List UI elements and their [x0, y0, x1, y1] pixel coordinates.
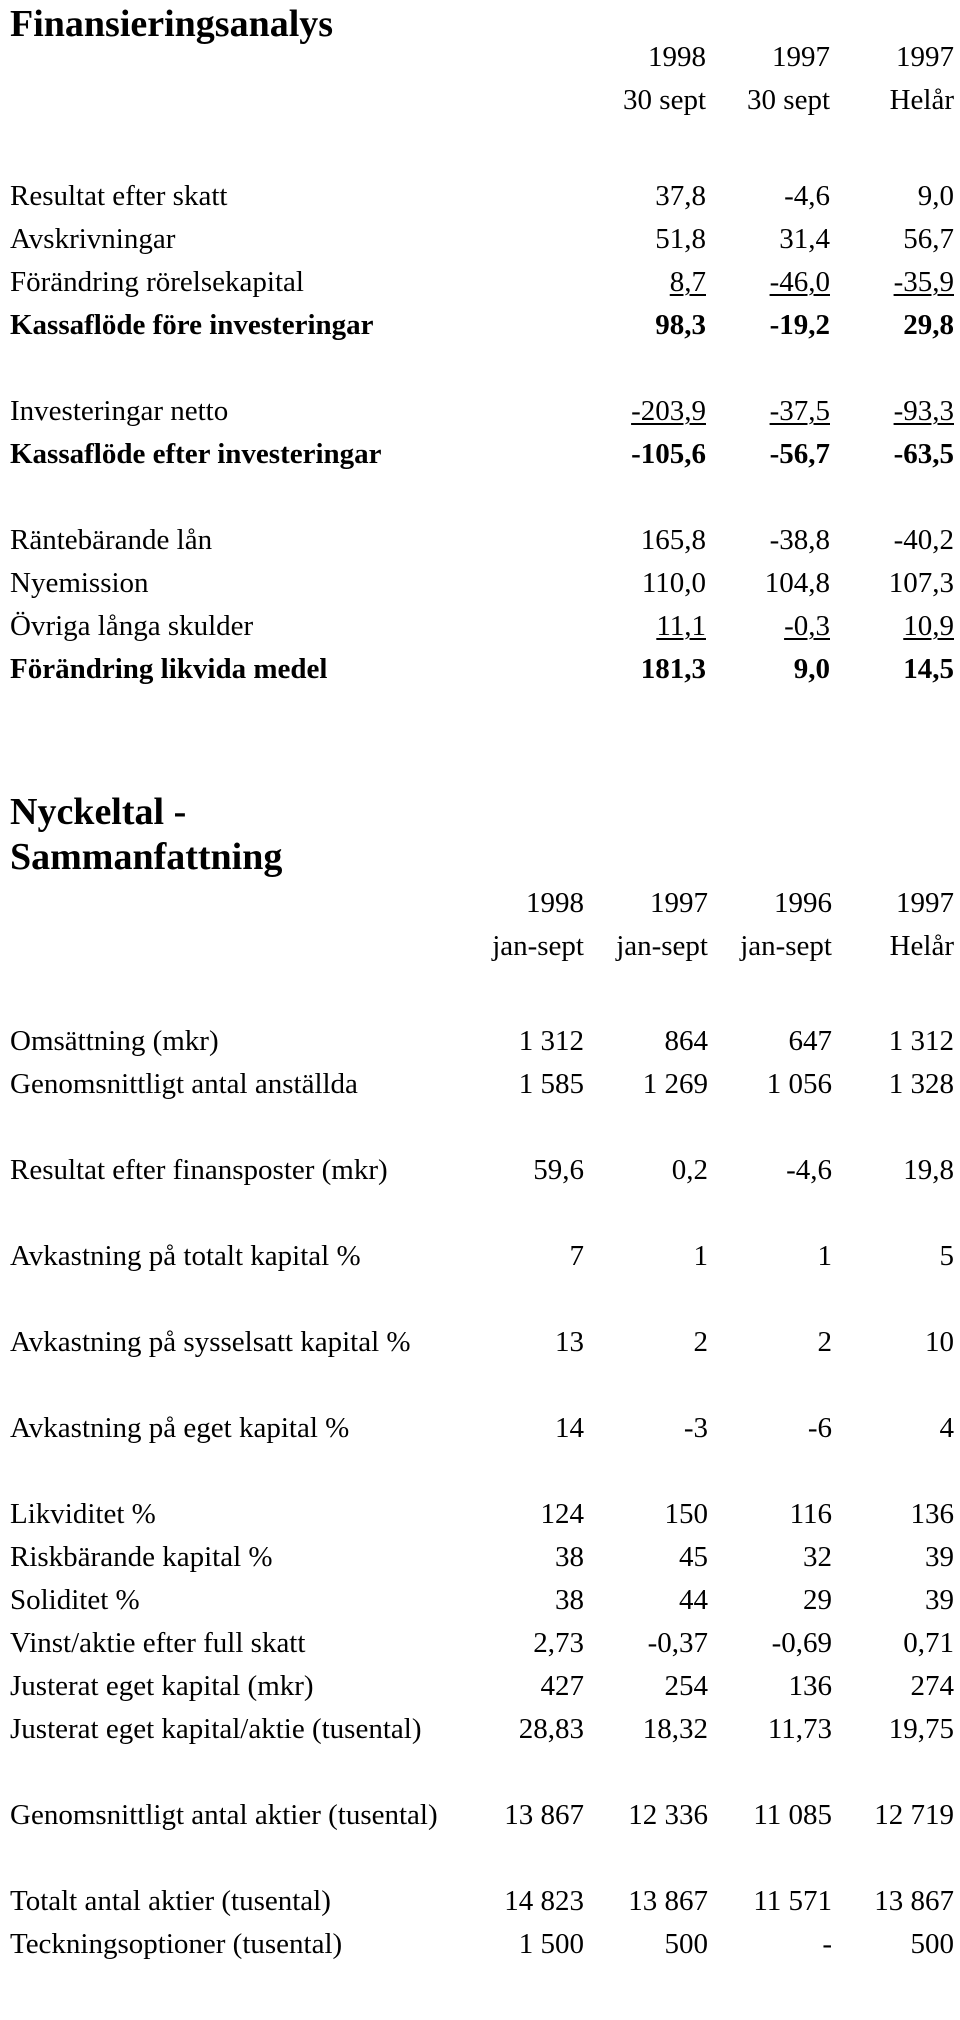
row-value: -203,9: [631, 395, 706, 427]
row-value: 136: [910, 1498, 954, 1530]
row-value: 0,71: [903, 1627, 954, 1659]
row-value: 45: [679, 1541, 708, 1573]
row-value: 29: [803, 1584, 832, 1616]
row-value: -38,8: [769, 524, 830, 556]
table-row: [0, 261, 960, 304]
row-label: Resultat efter skatt: [10, 180, 228, 212]
row-value: 136: [788, 1670, 832, 1702]
table-row: [0, 1407, 960, 1493]
keyfigures-title: Nyckeltal - Sammanfattning: [10, 791, 283, 878]
row-value: 10,9: [903, 610, 954, 642]
row-value: -63,5: [893, 438, 954, 470]
row-label: Genomsnittligt antal anställda: [10, 1068, 358, 1100]
row-value: 19,75: [888, 1713, 954, 1745]
row-label: Avskrivningar: [10, 223, 176, 255]
table-row: [0, 1579, 960, 1622]
row-value: 31,4: [779, 223, 830, 255]
keyfigures-col-2-year: 1996: [774, 887, 832, 919]
keyfigures-col-0-period: jan-sept: [492, 930, 584, 962]
row-value: 11 085: [753, 1799, 832, 1831]
row-value: 59,6: [533, 1154, 584, 1186]
row-value: 427: [540, 1670, 584, 1702]
row-value: 1: [693, 1240, 708, 1272]
financing-col-0-year: 1998: [648, 41, 706, 73]
row-value: -56,7: [769, 438, 830, 470]
financing-title: Finansieringsanalys: [10, 3, 334, 45]
row-label: Justerat eget kapital (mkr): [10, 1670, 314, 1702]
row-value: 110,0: [641, 567, 706, 599]
row-label: Avkastning på eget kapital %: [10, 1412, 350, 1444]
row-value: 13 867: [874, 1885, 954, 1917]
table-row: [0, 1063, 960, 1149]
row-value: 2,73: [533, 1627, 584, 1659]
row-value: 18,32: [642, 1713, 708, 1745]
row-label: Omsättning (mkr): [10, 1025, 219, 1057]
row-value: 51,8: [655, 223, 706, 255]
row-value: 107,3: [888, 567, 954, 599]
table-row: [0, 1020, 960, 1063]
row-value: 39: [925, 1584, 954, 1616]
table-row: [0, 1708, 960, 1794]
row-label: Förändring rörelsekapital: [10, 266, 304, 298]
row-label: Nyemission: [10, 567, 149, 599]
table-row: [0, 175, 960, 218]
row-value: 44: [679, 1584, 708, 1616]
row-value: 12 719: [874, 1799, 954, 1831]
row-value: 9,0: [917, 180, 954, 212]
row-value: 1 328: [888, 1068, 954, 1100]
keyfigures-col-0-year: 1998: [526, 887, 584, 919]
row-value: 2: [693, 1326, 708, 1358]
table-row: [0, 1794, 960, 1880]
row-value: 165,8: [640, 524, 706, 556]
row-value: 10: [925, 1326, 954, 1358]
row-value: 7: [569, 1240, 584, 1272]
row-value: 11,73: [767, 1713, 832, 1745]
row-value: -3: [683, 1412, 708, 1444]
row-value: 0,2: [671, 1154, 708, 1186]
row-label: Totalt antal aktier (tusental): [10, 1885, 331, 1917]
table-row: [0, 304, 960, 390]
row-value: -0,37: [647, 1627, 708, 1659]
row-value: 39: [925, 1541, 954, 1573]
row-value: 14 823: [504, 1885, 584, 1917]
table-row: [0, 1536, 960, 1579]
table-row: [0, 1622, 960, 1665]
table-row: [0, 519, 960, 562]
row-value: 2: [817, 1326, 832, 1358]
row-value: -0,3: [784, 610, 830, 642]
table-row: [0, 605, 960, 648]
row-label: Räntebärande lån: [10, 524, 213, 556]
row-label: Förändring likvida medel: [10, 653, 328, 685]
row-value: 8,7: [669, 266, 706, 298]
row-label: Resultat efter finansposter (mkr): [10, 1154, 388, 1186]
row-value: 19,8: [903, 1154, 954, 1186]
row-value: 11,1: [656, 610, 706, 642]
row-value: 13 867: [628, 1885, 708, 1917]
row-value: 181,3: [640, 653, 706, 685]
row-value: -46,0: [769, 266, 830, 298]
row-value: 1 056: [766, 1068, 832, 1100]
row-value: 28,83: [518, 1713, 584, 1745]
row-value: 647: [788, 1025, 832, 1057]
row-value: 4: [939, 1412, 954, 1444]
row-label: Soliditet %: [10, 1584, 140, 1616]
row-value: 150: [664, 1498, 708, 1530]
row-label: Vinst/aktie efter full skatt: [10, 1627, 306, 1659]
table-row: [0, 390, 960, 433]
row-value: 14: [555, 1412, 584, 1444]
table-row: [0, 1235, 960, 1321]
row-value: 38: [555, 1541, 584, 1573]
keyfigures-col-1-year: 1997: [650, 887, 708, 919]
row-value: 32: [803, 1541, 832, 1573]
row-value: 124: [540, 1498, 584, 1530]
row-value: 1 585: [518, 1068, 584, 1100]
keyfigures-col-3-year: 1997: [896, 887, 954, 919]
row-value: -0,69: [771, 1627, 832, 1659]
table-row: [0, 433, 960, 519]
row-value: -4,6: [786, 1154, 832, 1186]
row-value: -37,5: [769, 395, 830, 427]
table-row: [0, 1321, 960, 1407]
table-row: [0, 562, 960, 605]
row-value: 1 500: [518, 1928, 584, 1960]
row-value: -40,2: [893, 524, 954, 556]
row-label: Avkastning på totalt kapital %: [10, 1240, 361, 1272]
financing-col-2-year: 1997: [896, 41, 954, 73]
table-row: [0, 1493, 960, 1536]
financing-col-1-year: 1997: [772, 41, 830, 73]
row-value: 864: [664, 1025, 708, 1057]
row-label: Kassaflöde före investeringar: [10, 309, 374, 341]
table-row: [0, 1880, 960, 1923]
row-value: -: [822, 1928, 832, 1960]
row-value: -35,9: [893, 266, 954, 298]
keyfigures-col-2-period: jan-sept: [740, 930, 832, 962]
row-value: 254: [664, 1670, 708, 1702]
row-label: Justerat eget kapital/aktie (tusental): [10, 1713, 422, 1745]
table-row: [0, 1923, 960, 1966]
row-label: Riskbärande kapital %: [10, 1541, 273, 1573]
row-value: 500: [664, 1928, 708, 1960]
table-row: [0, 218, 960, 261]
row-value: -6: [807, 1412, 832, 1444]
row-value: -4,6: [784, 180, 830, 212]
row-label: Investeringar netto: [10, 395, 229, 427]
row-value: 274: [910, 1670, 954, 1702]
row-label: Övriga långa skulder: [10, 610, 254, 642]
row-value: 29,8: [903, 309, 954, 341]
row-value: 11 571: [753, 1885, 832, 1917]
financing-col-2-period: Helår: [889, 84, 954, 116]
row-label: Kassaflöde efter investeringar: [10, 438, 382, 470]
row-label: Teckningsoptioner (tusental): [10, 1928, 343, 1960]
row-value: 37,8: [655, 180, 706, 212]
table-row: [0, 648, 960, 691]
row-value: 56,7: [903, 223, 954, 255]
row-value: 116: [789, 1498, 832, 1530]
row-value: 1 269: [642, 1068, 708, 1100]
financing-col-1-period: 30 sept: [747, 84, 830, 116]
row-value: 104,8: [764, 567, 830, 599]
keyfigures-col-1-period: jan-sept: [616, 930, 708, 962]
row-value: 1: [817, 1240, 832, 1272]
row-label: Avkastning på sysselsatt kapital %: [10, 1326, 411, 1358]
row-value: -105,6: [631, 438, 706, 470]
row-label: Likviditet %: [10, 1498, 156, 1530]
row-value: 1 312: [518, 1025, 584, 1057]
row-value: -93,3: [893, 395, 954, 427]
table-row: [0, 1665, 960, 1708]
row-value: 500: [910, 1928, 954, 1960]
row-value: 5: [939, 1240, 954, 1272]
row-value: 12 336: [628, 1799, 708, 1831]
financing-col-0-period: 30 sept: [623, 84, 706, 116]
row-value: 13 867: [504, 1799, 584, 1831]
row-value: 13: [555, 1326, 584, 1358]
row-label: Genomsnittligt antal aktier (tusental): [10, 1799, 438, 1831]
row-value: 14,5: [903, 653, 954, 685]
row-value: 1 312: [888, 1025, 954, 1057]
keyfigures-col-3-period: Helår: [889, 930, 954, 962]
row-value: -19,2: [769, 309, 830, 341]
row-value: 38: [555, 1584, 584, 1616]
row-value: 9,0: [793, 653, 830, 685]
row-value: 98,3: [655, 309, 706, 341]
table-row: [0, 1149, 960, 1235]
